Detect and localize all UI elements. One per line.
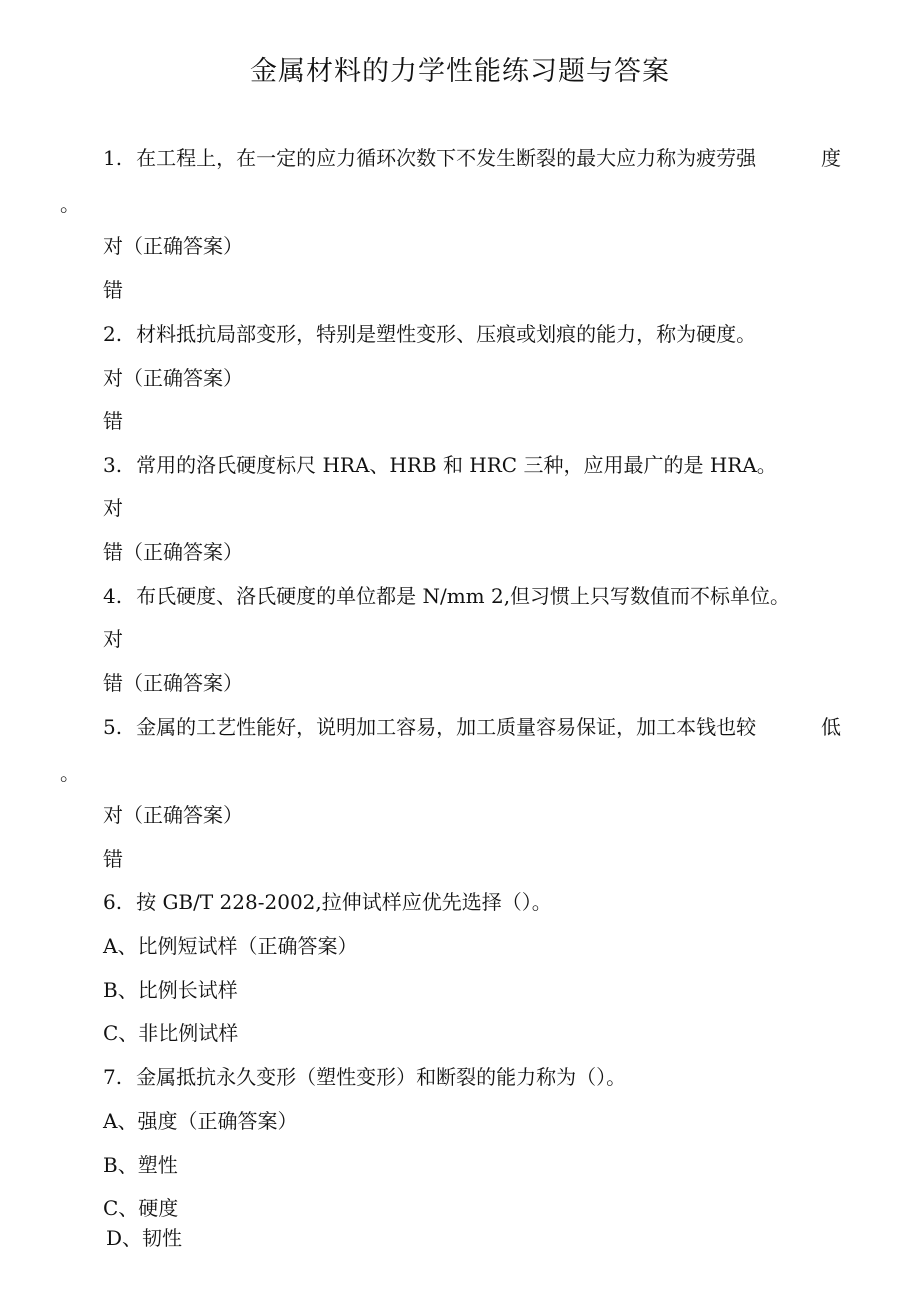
- question-3: [103, 451, 777, 479]
- question-1-option: 错: [103, 278, 123, 302]
- question-3-number: 3.: [103, 453, 123, 477]
- question-6-text: 按 GB/T 228-2002,拉伸试样应优先选择（）。: [136, 890, 552, 914]
- question-3-text: 常用的洛氏硬度标尺 HRA、HRB 和 HRC 三种，应用最广的是 HRA。: [136, 453, 777, 477]
- question-7-text: 金属抵抗永久变形（塑性变形）和断裂的能力称为（）。: [136, 1065, 627, 1089]
- question-7-option: C、硬度: [103, 1196, 179, 1220]
- question-3-option: 对: [103, 496, 123, 520]
- question-5-text: 金属的工艺性能好，说明加工容易，加工质量容易保证，加工本钱也较: [136, 715, 757, 739]
- question-4-option: 错（正确答案）: [103, 671, 243, 695]
- question-1-option: 对（正确答案）: [103, 234, 243, 258]
- question-7-option: D、韧性: [106, 1226, 183, 1250]
- question-7: [103, 1063, 626, 1091]
- question-2-option: 对（正确答案）: [103, 366, 243, 390]
- question-4-option: 对: [103, 627, 123, 651]
- question-5-option: 对（正确答案）: [103, 803, 243, 827]
- question-4-text: 布氏硬度、洛氏硬度的单位都是 N/mm 2,但习惯上只写数值而不标单位。: [136, 584, 791, 608]
- question-5-option: 错: [103, 847, 123, 871]
- page-title: 金属材料的力学性能练习题与答案: [250, 56, 670, 87]
- question-4-number: 4.: [103, 584, 123, 608]
- question-2-number: 2.: [103, 322, 123, 346]
- question-6-option: C、非比例试样: [103, 1021, 239, 1045]
- question-3-option: 错（正确答案）: [103, 540, 243, 564]
- question-1-text: 在工程上，在一定的应力循环次数下不发生断裂的最大应力称为疲劳强: [136, 146, 757, 170]
- question-5-period: 。: [60, 761, 80, 785]
- question-7-number: 7.: [103, 1065, 123, 1089]
- question-6-option: B、比例长试样: [103, 978, 238, 1002]
- question-7-option: A、强度（正确答案）: [103, 1109, 298, 1133]
- question-2-option: 错: [103, 409, 123, 433]
- question-5-main: [103, 713, 756, 741]
- question-6-option: A、比例短试样（正确答案）: [103, 934, 358, 958]
- question-1-main: [103, 144, 756, 172]
- question-7-option: B、塑性: [103, 1153, 178, 1177]
- question-4: [103, 582, 790, 610]
- question-2-text: 材料抵抗局部变形，特别是塑性变形、压痕或划痕的能力，称为硬度。: [136, 322, 757, 346]
- question-1-period: 。: [60, 192, 80, 216]
- question-6: [103, 888, 552, 916]
- question-1-text-tail: 度: [821, 146, 841, 170]
- question-1-number: 1.: [103, 146, 123, 170]
- question-5-text-tail: 低: [821, 715, 841, 739]
- question-1: [103, 144, 841, 172]
- question-2: [103, 320, 756, 348]
- question-5-number: 5.: [103, 715, 123, 739]
- question-5: [103, 713, 841, 741]
- question-6-number: 6.: [103, 890, 123, 914]
